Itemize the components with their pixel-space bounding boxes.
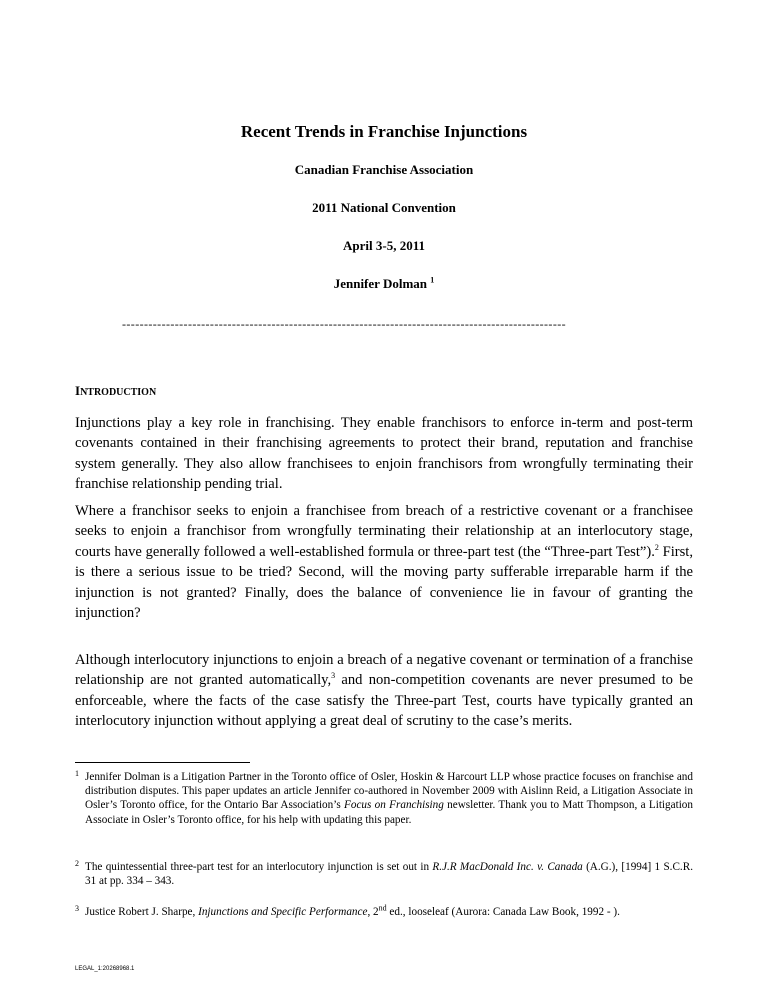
footnote-1-text-a: Jennifer Dolman is a Litigation Partner in the Toronto office of Osler, Hoskin & Harcourt LLP whose practice focuses on franchise and distribution disputes. This paper updates an article Jennifer co-authored in November 2009 with Aislinn Reid, a Litigation Associate in Osler’s Toronto office, for the Ontario Bar Association’s: [85, 771, 693, 812]
footnote-3-text-a: Justice Robert J. Sharpe,: [85, 906, 199, 918]
paragraph-3-part-a: Although interlocutory injunctions to enjoin a breach of a negative covenant or termination of a franchise relationship are not granted automatically,: [75, 652, 693, 689]
author-name: Jennifer Dolman: [333, 276, 428, 291]
paragraph-3-part-b: and non-competition covenants are never presumed to be enforceable, where the facts of the case satisfy the Three-part Test, courts have typically granted an interlocutory injunction without applying a great deal of scrutiny to the case’s merits.: [75, 672, 693, 730]
footnote-1-number: 1: [75, 769, 79, 778]
footnote-3-number: 3: [75, 904, 79, 913]
organization-name: Canadian Franchise Association: [294, 162, 474, 177]
paragraph-2-part-a: Where a franchisor seeks to enjoin a franchisee from breach of a restrictive covenant or a franchisee seeks to enjoin a franchisor from wrongfully terminating their relationship at an interlocutory stage, courts have generally followed a well-established formula or three-part test (the “Three-part Test”).: [75, 503, 693, 560]
footnote-2-case-name: R.J.R MacDonald Inc. v. Canada: [432, 861, 583, 873]
footnote-2-text-b: (A.G.), [1994] 1 S.C.R. 31 at pp. 334 – 343.: [85, 861, 693, 888]
footnote-3: [75, 905, 693, 919]
section-heading-rest: NTRODUCTION: [80, 387, 157, 398]
footnote-3-text: [85, 905, 693, 919]
event-name: 2011 National Convention: [312, 200, 456, 215]
footnote-ref-3[interactable]: 3: [331, 671, 336, 681]
footnote-1-text: [85, 770, 693, 827]
paragraph-2-part-b: First, is there a serious issue to be tried? Second, will the moving party sufferable irreparable harm if the injunction is not granted? Finally, does the balance of convenience lie in favour of granting the injunction?: [75, 543, 694, 622]
author-line: [0, 276, 768, 292]
dashed-divider: -----------------------------------------------------------------------------------------------------: [122, 317, 567, 331]
section-heading: [75, 383, 156, 399]
footnote-1: [75, 770, 693, 827]
document-id: LEGAL_1:20268968.1: [75, 966, 135, 972]
footnote-3-ordinal: nd: [378, 903, 387, 913]
paragraph-1: Injunctions play a key role in franchising. They enable franchisors to enforce in-term and post-term covenants contained in their franchising agreements to protect their brand, reputation and franchise system generally. They also allow franchisees to enjoin franchisors from wrongfully terminating their franchise relationship pending trial.: [75, 415, 693, 493]
footnote-1-text-b: newsletter. Thank you to Matt Thompson, a Litigation Associate in Osler’s Toronto office, for his help with updating this paper.: [85, 799, 693, 826]
author-footnote-ref[interactable]: 1: [430, 275, 435, 285]
footnote-separator: [75, 762, 250, 763]
footnote-1-newsletter-title: Focus on Franchising: [344, 799, 444, 812]
document-title: Recent Trends in Franchise Injunctions: [240, 122, 528, 141]
footnote-3-text-c: ed., looseleaf (Aurora: Canada Law Book, 1992 - ).: [386, 906, 620, 918]
footnote-ref-2[interactable]: 2: [654, 542, 659, 552]
paragraph-2: [75, 501, 693, 623]
footnote-2: [75, 860, 693, 888]
footnote-3-text-b: , 2: [367, 906, 379, 918]
footnote-3-book-title: Injunctions and Specific Performance: [198, 906, 368, 918]
section-heading-initial: I: [75, 383, 81, 398]
footnote-2-text: [85, 860, 693, 888]
paragraph-3: [75, 650, 693, 732]
footnote-2-number: 2: [75, 859, 79, 868]
event-date: April 3-5, 2011: [343, 238, 425, 253]
footnote-2-text-a: The quintessential three-part test for an interlocutory injunction is set out in: [85, 861, 433, 873]
